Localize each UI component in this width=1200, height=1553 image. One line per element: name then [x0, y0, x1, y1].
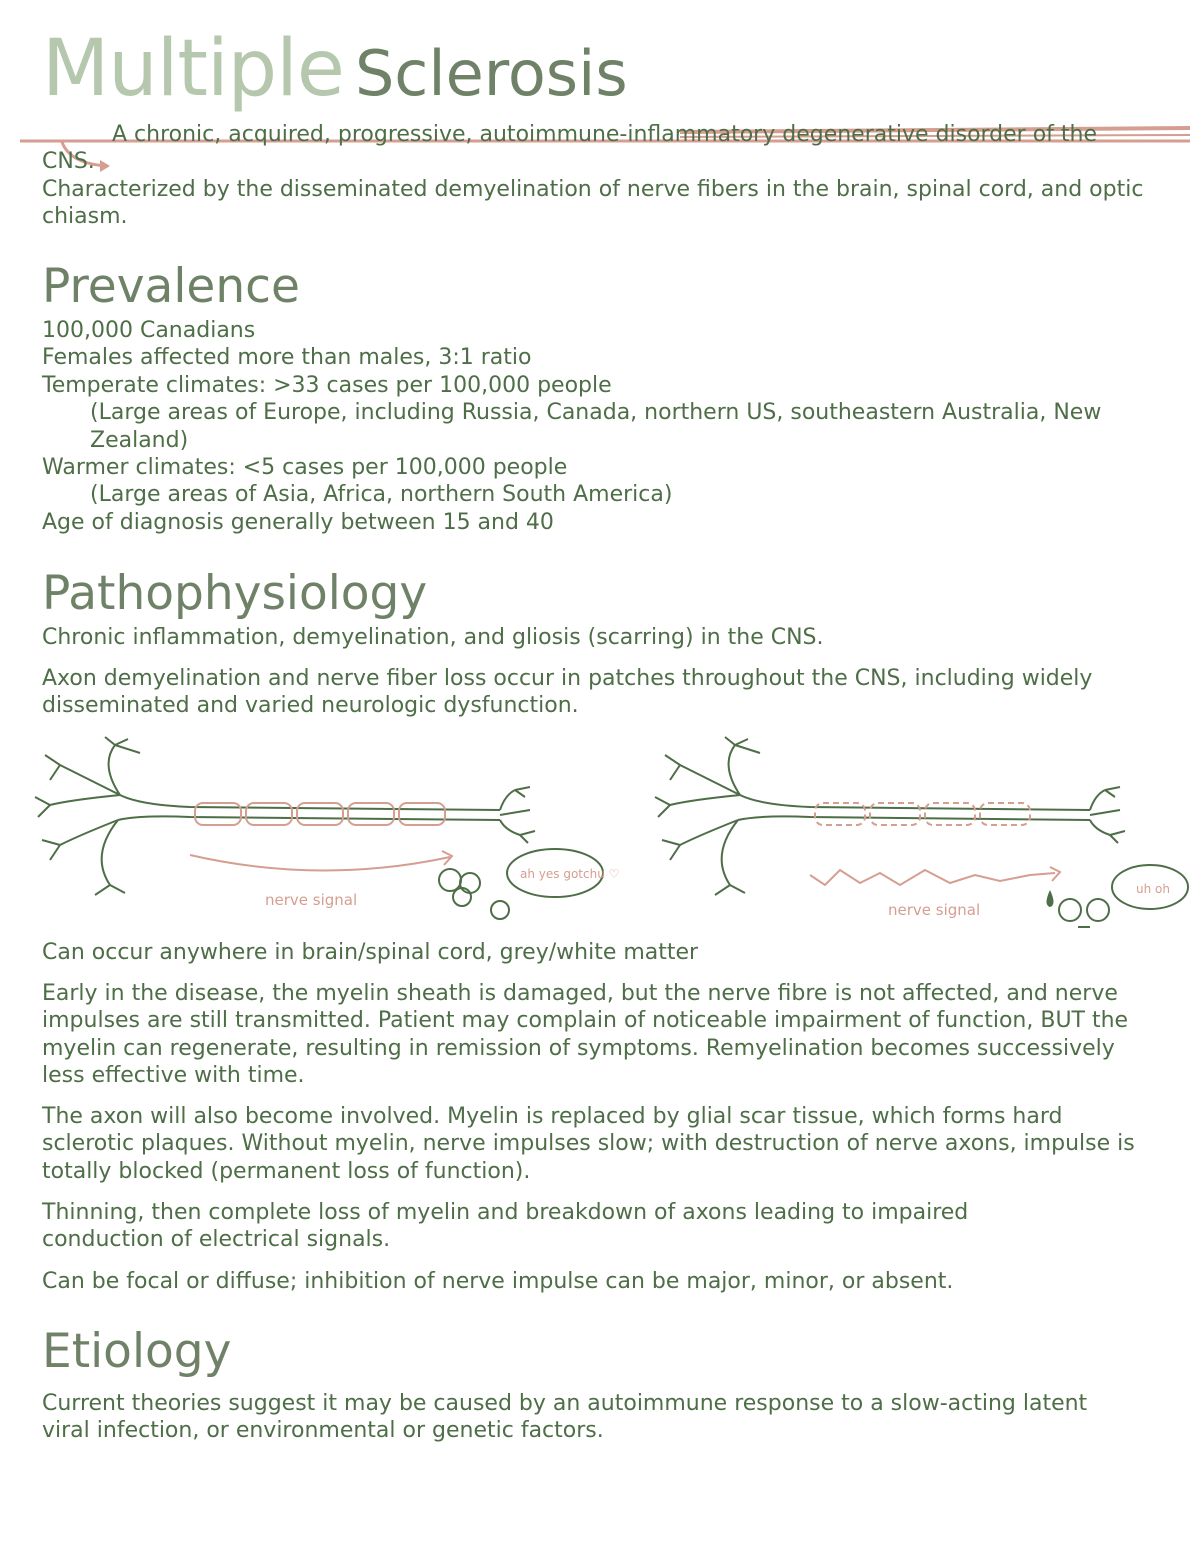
heading-pathophysiology: Pathophysiology: [42, 566, 428, 621]
title-word-multiple: Multiple: [42, 24, 344, 114]
left-bubble-text: ah yes gotchu ♡: [520, 867, 620, 881]
prevalence-line: Warmer climates: <5 cases per 100,000 people: [42, 455, 568, 481]
title-word-sclerosis: Sclerosis: [354, 37, 628, 110]
happy-face-icon: [439, 869, 509, 919]
prevalence-line: Temperate climates: >33 cases per 100,000 people: [42, 372, 612, 398]
worried-face-icon: [1059, 899, 1109, 927]
right-signal-label: nerve signal: [888, 901, 981, 919]
patho-paragraph-3: Can occur anywhere in brain/spinal cord, grey/white matter: [42, 940, 699, 965]
signal-arrow: [190, 855, 450, 871]
myelin-sheaths: [195, 803, 445, 825]
patho-paragraph-2: Axon demyelination and nerve fiber loss occur in patches throughout the CNS, including widely disseminated and varied neurologic dysfunction.: [42, 666, 1093, 719]
prevalence-line: 100,000 Canadians: [42, 318, 256, 343]
patho-paragraph-4: Early in the disease, the myelin sheath is damaged, but the nerve fibre is not affected, and nerve impulses are still transmitted. Patient may complain of noticeable impairment of function, BUT the myelin can regenerate, resulting in remission of symptoms. Remyelination becomes successively less effective with time.: [42, 981, 1129, 1089]
prevalence-line-indented: (Large areas of Europe, including Russia, Canada, northern US, southeastern Australia, New Zealand): [90, 400, 1102, 453]
page-title: [42, 24, 628, 114]
patho-paragraph-1: Chronic inflammation, demyelination, and gliosis (scarring) in the CNS.: [42, 625, 824, 650]
broken-signal-arrow: [810, 870, 1055, 885]
damaged-myelin: [815, 803, 1030, 825]
patho-paragraph-6: Thinning, then complete loss of myelin and breakdown of axons leading to impaired conduction of electrical signals.: [42, 1200, 969, 1253]
right-bubble-text: uh oh: [1136, 882, 1170, 896]
neuron-illustration: [0, 735, 1200, 935]
prevalence-line-indented: (Large areas of Asia, Africa, northern South America): [90, 482, 673, 508]
prevalence-list: [42, 317, 1142, 536]
heading-prevalence: Prevalence: [42, 259, 300, 314]
healthy-neuron-figure: [35, 737, 535, 895]
prevalence-line: Females affected more than males, 3:1 ratio: [42, 345, 532, 371]
left-signal-label: nerve signal: [265, 891, 358, 909]
patho-paragraph-5: The axon will also become involved. Myelin is replaced by glial scar tissue, which forms hard sclerotic plaques. Without myelin, nerve impulses slow; with destruction of nerve axons, impulse is totally blocked (permanent loss of function).: [42, 1104, 1135, 1184]
sweat-drop-icon: [1047, 890, 1054, 907]
prevalence-line: Age of diagnosis generally between 15 and 40: [42, 509, 554, 535]
damaged-neuron-figure: [655, 737, 1125, 895]
intro-characterized: Characterized by the disseminated demyelination of nerve fibers in the brain, spinal cord, and optic chiasm.: [42, 177, 1144, 230]
patho-paragraph-7: Can be focal or diffuse; inhibition of nerve impulse can be major, minor, or absent.: [42, 1269, 954, 1294]
intro-definition: A chronic, acquired, progressive, autoimmune-inflammatory degenerative disorder of the CNS.: [42, 122, 1098, 175]
heading-etiology: Etiology: [42, 1324, 232, 1379]
etiology-paragraph: Current theories suggest it may be caused by an autoimmune response to a slow-acting latent viral infection, or environmental or genetic factors.: [42, 1391, 1088, 1444]
